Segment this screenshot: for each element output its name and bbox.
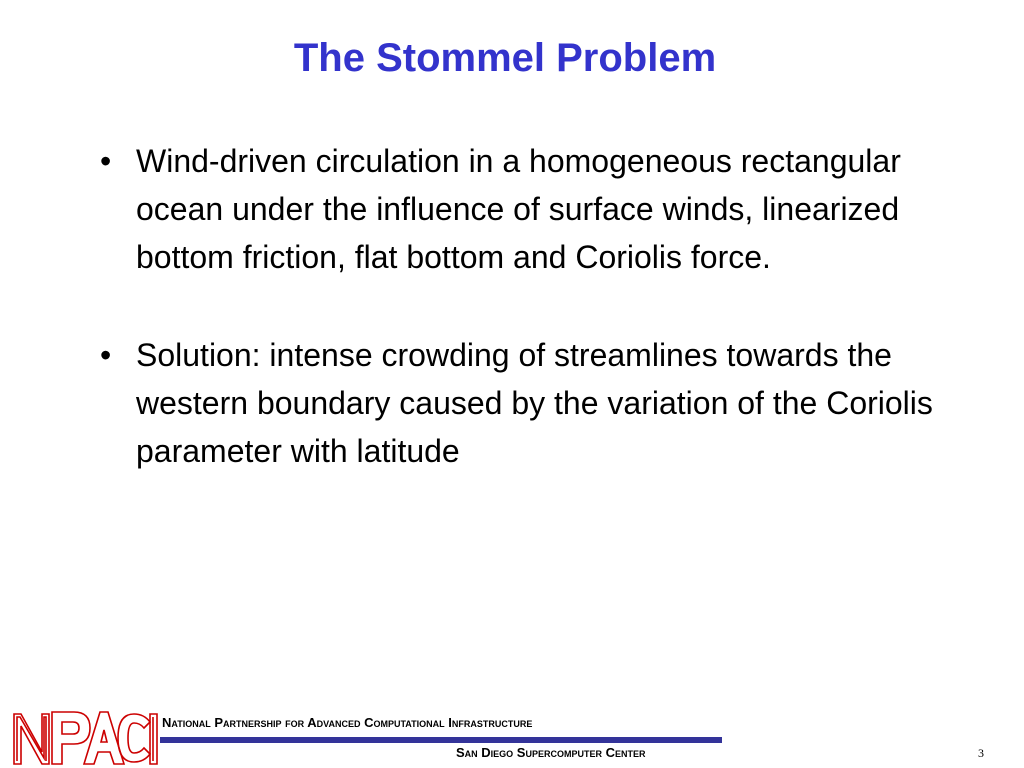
- footer-divider-bar: [160, 737, 722, 743]
- bullet-text: Solution: intense crowding of streamlines towards the western boundary caused by the variation of the Coriolis parameter with latitude: [136, 337, 933, 469]
- npaci-logo: [12, 708, 158, 766]
- bullet-text: Wind-driven circulation in a homogeneous rectangular ocean under the influence of surface winds, linearized bottom friction, flat bottom and Coriolis force.: [136, 143, 901, 275]
- bullet-marker: •: [100, 143, 112, 179]
- page-number: 3: [978, 746, 984, 760]
- bullet-item: [100, 331, 940, 475]
- bullet-list: [100, 137, 940, 475]
- center-name: San Diego Supercomputer Center: [456, 745, 646, 760]
- slide-footer: [0, 700, 1024, 768]
- bullet-item: [100, 137, 940, 281]
- organization-name: National Partnership for Advanced Computational Infrastructure: [162, 715, 533, 730]
- slide-title: The Stommel Problem: [293, 36, 717, 80]
- bullet-marker: •: [100, 337, 112, 373]
